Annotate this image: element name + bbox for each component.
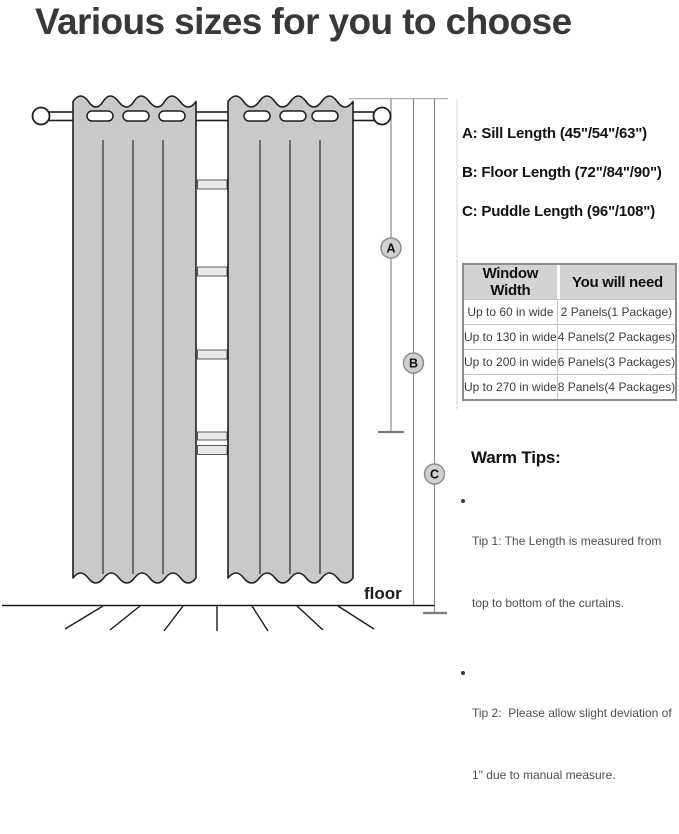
grommet: [244, 111, 270, 121]
floor-hatch: [297, 606, 323, 630]
table-row: [464, 374, 675, 399]
bullet-icon: [461, 671, 465, 675]
floor-hatch: [252, 606, 268, 631]
table-row: [464, 299, 675, 324]
table-header-row: [464, 265, 675, 299]
window-rail: [198, 350, 228, 359]
window-width-cell: Up to 60 in wide: [464, 299, 557, 324]
warm-tips-heading: Warm Tips:: [471, 448, 561, 467]
window-rail: [198, 446, 228, 455]
window-width-cell: Up to 130 in wide: [464, 324, 557, 349]
floor-hatching: [65, 606, 374, 631]
length-options: [462, 126, 662, 243]
grommet: [123, 111, 149, 121]
panels-needed-cell: 2 Panels(1 Package): [557, 299, 675, 324]
marker-label-b: B: [408, 356, 419, 371]
rod-finial-left: [33, 108, 50, 125]
tip-2-line-1: Tip 2: Please allow slight deviation of: [472, 706, 672, 720]
tip-item-2: [461, 662, 677, 826]
panels-needed-cell: 4 Panels(2 Packages): [557, 324, 675, 349]
grommet: [159, 111, 185, 121]
rod-finial-right: [374, 108, 391, 125]
length-b: B: Floor Length (72"/84"/90"): [462, 164, 662, 181]
grommet: [87, 111, 113, 121]
window-rail: [198, 267, 228, 276]
table-row: [464, 324, 675, 349]
grommet: [280, 111, 306, 121]
panels-needed-cell: 8 Panels(4 Packages): [557, 374, 675, 399]
floor-label: floor: [364, 584, 402, 603]
grommet: [312, 111, 338, 121]
warm-tips-list: [461, 490, 677, 834]
tip-1-line-2: top to bottom of the curtains.: [472, 595, 625, 610]
tip-2-line-2: 1" due to manual measure.: [472, 767, 616, 782]
tip-1-line-1: Tip 1: The Length is measured from: [472, 534, 662, 548]
length-c: C: Puddle Length (96"/108"): [462, 203, 656, 220]
table-row: [464, 349, 675, 374]
floor-hatch: [65, 606, 103, 629]
column-header-window-width: Window Width: [464, 265, 557, 299]
tip-1-text: [472, 490, 677, 654]
window-width-cell: Up to 200 in wide: [464, 349, 557, 374]
curtain-panel-left: [73, 96, 196, 583]
bullet-icon: [461, 499, 465, 503]
floor-hatch: [164, 606, 183, 631]
floor-hatch: [338, 606, 374, 629]
panels-needed-cell: 6 Panels(3 Packages): [557, 349, 675, 374]
tip-2-text: [472, 662, 677, 826]
floor-hatch: [110, 606, 140, 630]
window-rail: [198, 180, 228, 189]
window-rail: [198, 432, 228, 440]
column-header-you-will-need: You will need: [557, 265, 675, 299]
marker-label-c: C: [429, 467, 440, 482]
window-frame: [198, 180, 228, 455]
length-a: A: Sill Length (45"/54"/63"): [462, 125, 647, 142]
tip-item-1: [461, 490, 677, 654]
marker-label-a: A: [386, 241, 396, 256]
curtain-size-diagram: [0, 80, 460, 635]
panels-needed-table: [462, 263, 677, 401]
page-title: Various sizes for you to choose: [35, 1, 572, 42]
window-width-cell: Up to 270 in wide: [464, 374, 557, 399]
